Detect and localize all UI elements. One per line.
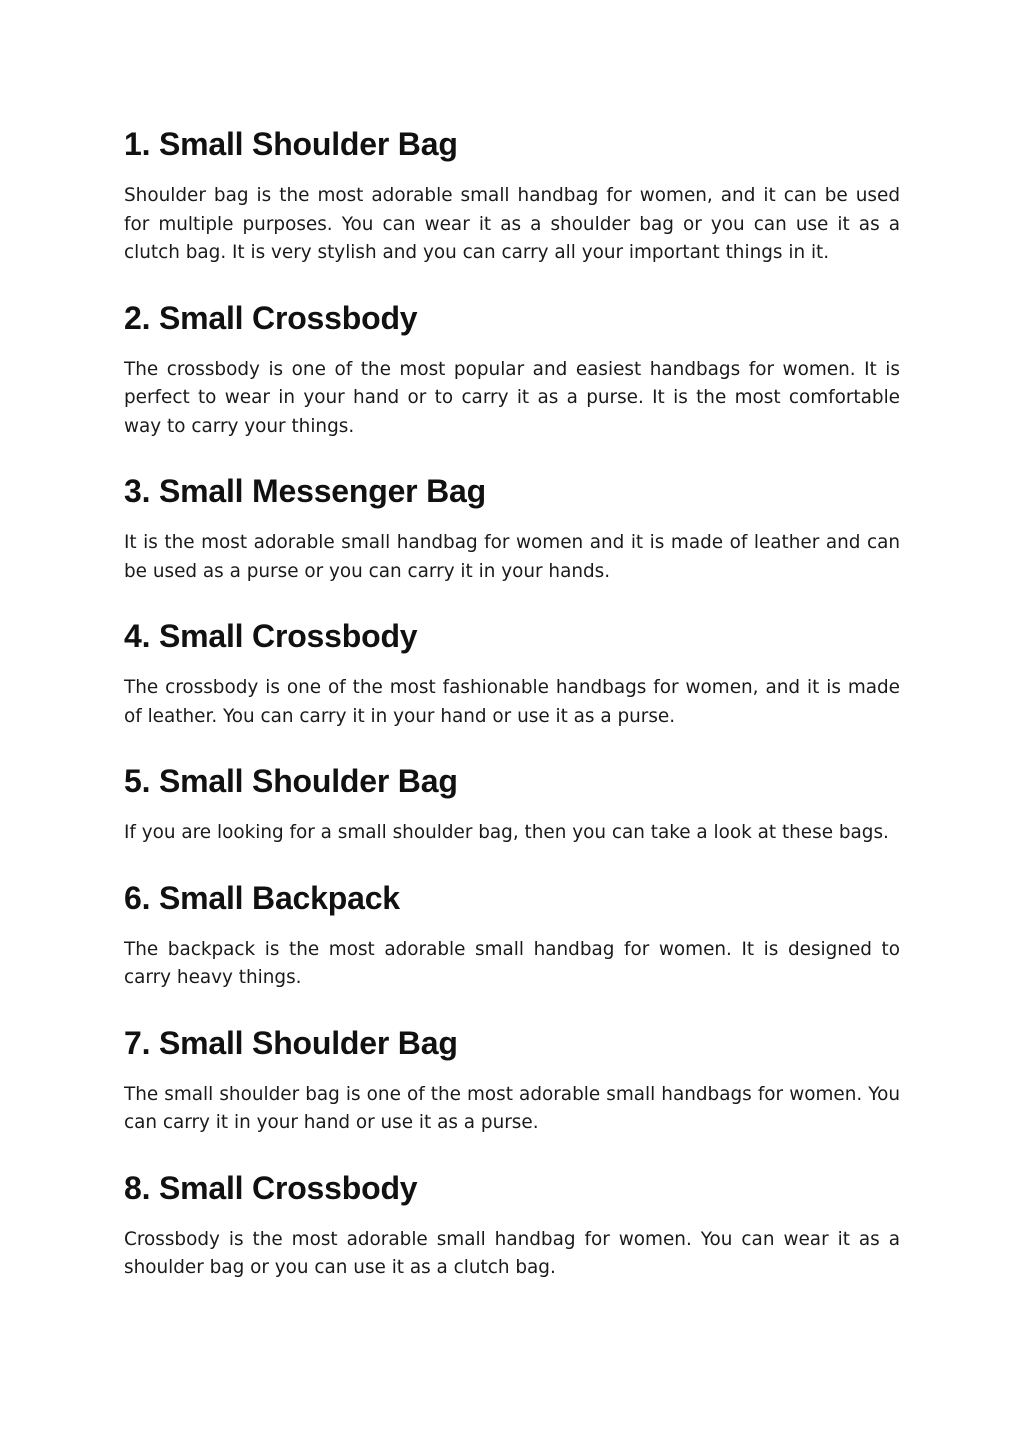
section-small-shoulder-bag-7 <box>124 1021 900 1138</box>
section-heading: 8. Small Crossbody <box>124 1169 418 1206</box>
section-small-crossbody-8 <box>124 1166 900 1283</box>
section-small-crossbody-4 <box>124 614 900 731</box>
section-paragraph: If you are looking for a small shoulder bag, then you can take a look at these bags. <box>124 822 889 843</box>
section-heading: 1. Small Shoulder Bag <box>124 126 458 162</box>
section-small-backpack-6 <box>124 876 900 993</box>
section-small-shoulder-bag-1 <box>124 122 900 268</box>
section-paragraph: The small shoulder bag is one of the most adorable small handbags for women. You can carry it in your hand or use it as a purse. <box>124 1083 900 1133</box>
section-small-shoulder-bag-5 <box>124 759 900 848</box>
section-paragraph: The crossbody is one of the most fashionable handbags for women, and it is made of leather. You can carry it in your hand or use it as a purse. <box>124 677 900 727</box>
section-heading: 5. Small Shoulder Bag <box>124 763 458 799</box>
section-paragraph: Shoulder bag is the most adorable small handbag for women, and it can be used for multiple purposes. You can wear it as a shoulder bag or you can use it as a clutch bag. It is very stylish and you can carry all your important things in it. <box>124 185 900 263</box>
section-paragraph: The backpack is the most adorable small handbag for women. It is designed to carry heavy things. <box>124 938 900 988</box>
section-paragraph: The crossbody is one of the most popular and easiest handbags for women. It is perfect to wear in your hand or to carry it as a purse. It is the most comfortable way to carry your things. <box>124 358 900 437</box>
section-heading: 4. Small Crossbody <box>124 618 418 654</box>
section-heading: 6. Small Backpack <box>124 879 400 916</box>
section-paragraph: It is the most adorable small handbag for women and it is made of leather and can be used as a purse or you can carry it in your hands. <box>124 532 900 582</box>
section-small-crossbody-2 <box>124 296 900 442</box>
document-page <box>124 122 900 1311</box>
section-small-messenger-bag-3 <box>124 469 900 586</box>
section-heading: 3. Small Messenger Bag <box>124 473 486 509</box>
section-heading: 2. Small Crossbody <box>124 299 418 336</box>
section-heading: 7. Small Shoulder Bag <box>124 1024 458 1061</box>
section-paragraph: Crossbody is the most adorable small handbag for women. You can wear it as a shoulder bag or you can use it as a clutch bag. <box>124 1228 900 1278</box>
